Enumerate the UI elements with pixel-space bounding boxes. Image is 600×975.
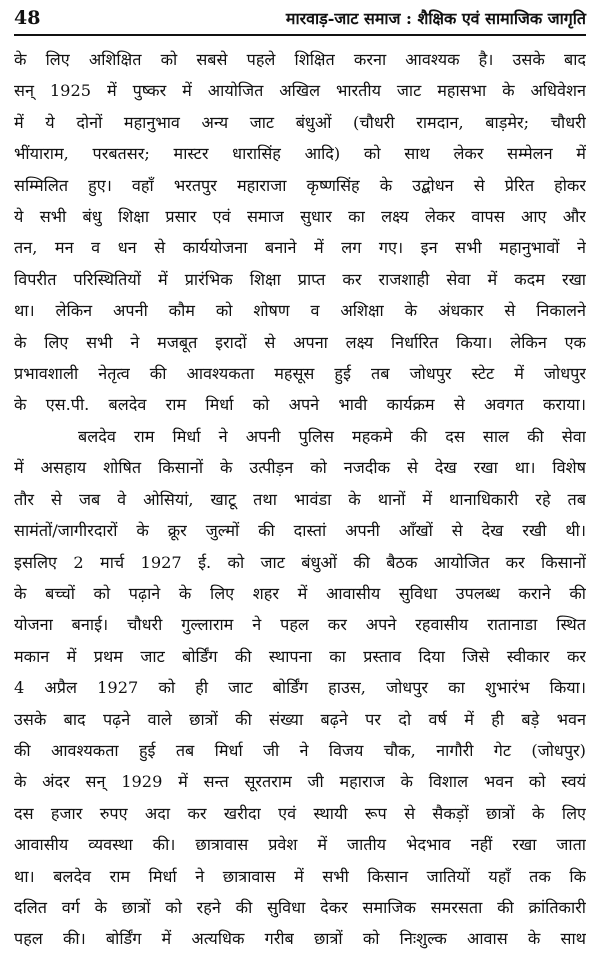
- text-line: के लिए सभी ने मजबूत इरादों से अपना लक्ष्य निर्धारित किया। लेकिन एक: [14, 332, 586, 352]
- text-line: के एस.पी. बलदेव राम मिर्धा को अपने भावी कार्यक्रम से अवगत कराया।: [14, 395, 586, 415]
- text-line: इसलिए 2 मार्च 1927 ई. को जाट बंधुओं की बैठक आयोजित कर किसानों: [14, 552, 586, 572]
- text-line: आवासीय व्यवस्था की। छात्रावास प्रवेश में जातीय भेदभाव नहीं रखा जाता: [14, 835, 586, 855]
- text-line: प्रभावशाली नेतृत्व की आवश्यकता महसूस हुई तब जोधपुर स्टेट में जोधपुर: [14, 364, 586, 384]
- text-line: सामंतों/जागीरदारों के क्रूर जुल्मों की दास्तां अपनी आँखों से देख रखी थी।: [14, 521, 586, 541]
- text-line: ये सभी बंधु शिक्षा प्रसार एवं समाज सुधार का लक्ष्य लेकर वापस आए और: [14, 207, 586, 227]
- text-line: था। लेकिन अपनी कौम को शोषण व अशिक्षा के अंधकार से निकालने: [14, 301, 586, 321]
- text-line: दस हजार रुपए अदा कर खरीदा एवं स्थायी रूप से सैकड़ों छात्रों के लिए: [14, 803, 586, 823]
- text-line: दलित वर्ग के छात्रों को रहने की सुविधा देकर समाजिक समरसता की क्रांतिकारी: [14, 897, 586, 917]
- body-text: [14, 44, 586, 955]
- running-title: मारवाड़-जाट समाज : शैक्षिक एवं सामाजिक जागृति: [285, 9, 586, 28]
- text-line: 4 अप्रैल 1927 को ही जाट बोर्डिंग हाउस, जोधपुर का शुभारंभ किया।: [14, 678, 586, 698]
- text-line: के लिए अशिक्षित को सबसे पहले शिक्षित करना आवश्यक है। उसके बाद: [14, 50, 586, 69]
- text-line: सम्मिलित हुए। वहाँ भरतपुर महाराजा कृष्णसिंह के उद्बोधन से प्रेरित होकर: [14, 175, 586, 195]
- text-line: मकान में प्रथम जाट बोर्डिंग की स्थापना का प्रस्ताव दिया जिसे स्वीकार कर: [14, 646, 586, 666]
- text-line: तन, मन व धन से कार्ययोजना बनाने में लग गए। इन सभी महानुभावों ने: [14, 238, 586, 258]
- text-line: तौर से जब वे ओसियां, खाटू तथा भावंडा के थानों में थानाधिकारी रहे तब: [14, 489, 586, 509]
- text-line: में असहाय शोषित किसानों के उत्पीड़न को नजदीक से देख रखा था। विशेष: [14, 458, 586, 478]
- text-line: भींयाराम, परबतसर; मास्टर धारासिंह आदि) को साथ लेकर सम्मेलन में: [14, 144, 586, 164]
- text-line: योजना बनाई। चौधरी गुल्लाराम ने पहल कर अपने रहवासीय रातानाडा स्थित: [14, 615, 586, 635]
- text-line: के अंदर सन् 1929 में सन्त सूरतराम जी महाराज के विशाल भवन को स्वयं: [14, 772, 586, 792]
- text-line: की आवश्यकता हुई तब मिर्धा जी ने विजय चौक, नागौरी गेट (जोधपुर): [14, 740, 586, 760]
- text-line: विपरीत परिस्थितियों में प्रारंभिक शिक्षा प्राप्त कर राजशाही सेवा में कदम रखा: [14, 269, 586, 289]
- running-header: [14, 6, 586, 36]
- text-line: में ये दोनों महानुभाव अन्य जाट बंधुओं (चौधरी रामदान, बाड़मेर; चौधरी: [14, 112, 586, 132]
- text-line: के बच्चों को पढ़ाने के लिए शहर में आवासीय सुविधा उपलब्ध कराने की: [14, 583, 586, 603]
- page-number: 48: [14, 7, 41, 29]
- text-line: सन् 1925 में पुष्कर में आयोजित अखिल भारतीय जाट महासभा के अधिवेशन: [14, 81, 586, 101]
- text-line: उसके बाद पढ़ने वाले छात्रों की संख्या बढ़ने पर दो वर्ष में ही बड़े भवन: [14, 709, 586, 729]
- text-line: पहल की। बोर्डिंग में अत्यधिक गरीब छात्रों को निःशुल्क आवास के साथ: [14, 929, 586, 949]
- paragraph-start-line: बलदेव राम मिर्धा ने अपनी पुलिस महकमे की दस साल की सेवा: [78, 426, 586, 446]
- text-line: था। बलदेव राम मिर्धा ने छात्रावास में सभी किसान जातियों यहाँ तक कि: [14, 866, 586, 886]
